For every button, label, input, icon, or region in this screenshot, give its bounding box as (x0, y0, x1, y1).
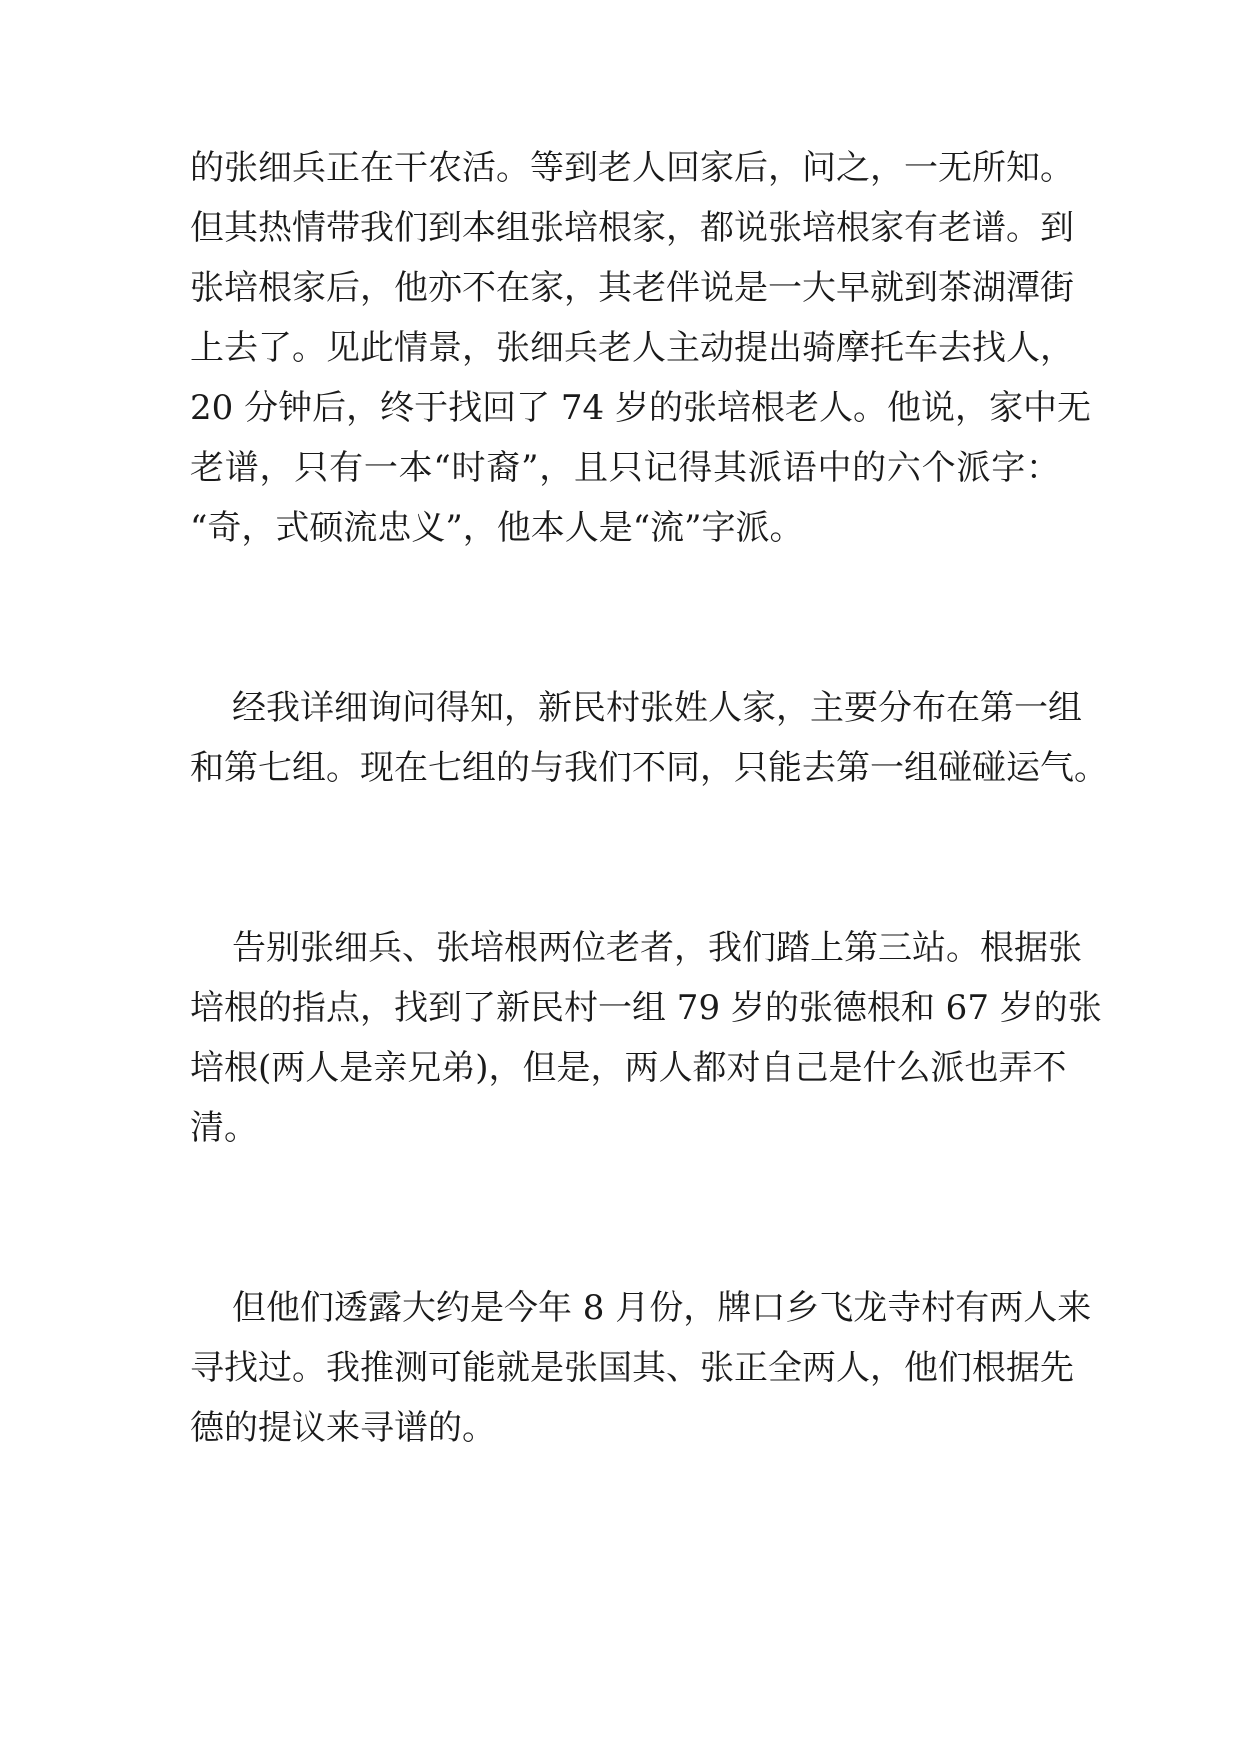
paragraph-line: 老谱，只有一本“时裔”，且只记得其派语中的六个派字： (190, 448, 1060, 488)
paragraph-line: 清。 (190, 1108, 258, 1148)
paragraph-line: 但其热情带我们到本组张培根家，都说张培根家有老谱。到 (190, 208, 1074, 248)
paragraph-line: 寻找过。我推测可能就是张国其、张正全两人，他们根据先 (190, 1348, 1074, 1388)
paragraph-line: “奇，式硕流忠义”，他本人是“流”字派。 (190, 508, 804, 548)
paragraph-line: 的张细兵正在干农活。等到老人回家后，问之，一无所知。 (190, 148, 1074, 188)
paragraph-line: 上去了。见此情景，张细兵老人主动提出骑摩托车去找人， (190, 328, 1074, 368)
paragraph-line: 但他们透露大约是今年 8 月份，牌口乡飞龙寺村有两人来 (232, 1288, 1092, 1328)
paragraph-line: 告别张细兵、张培根两位老者，我们踏上第三站。根据张 (232, 928, 1082, 968)
paragraph-line: 培根(两人是亲兄弟)，但是，两人都对自己是什么派也弄不 (190, 1048, 1067, 1088)
paragraph-line: 和第七组。现在七组的与我们不同，只能去第一组碰碰运气。 (190, 748, 1108, 788)
paragraph-line: 经我详细询问得知，新民村张姓人家，主要分布在第一组 (232, 688, 1082, 728)
paragraph-line: 德的提议来寻谱的。 (190, 1408, 496, 1448)
paragraph-line: 培根的指点，找到了新民村一组 79 岁的张德根和 67 岁的张 (190, 988, 1102, 1028)
paragraph-line: 20 分钟后，终于找回了 74 岁的张培根老人。他说，家中无 (190, 388, 1091, 428)
paragraph-line: 张培根家后，他亦不在家，其老伴说是一大早就到茶湖潭街 (190, 268, 1074, 308)
